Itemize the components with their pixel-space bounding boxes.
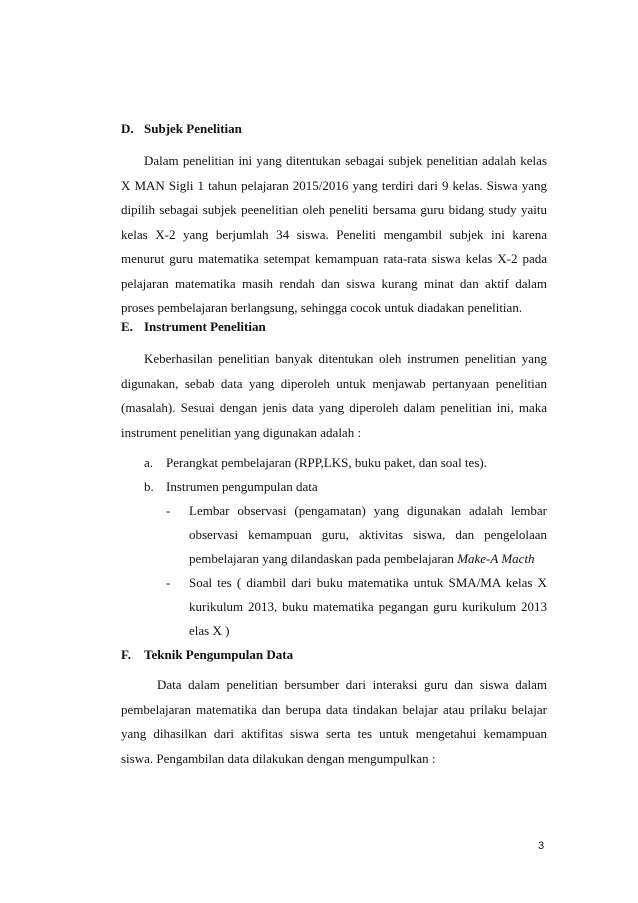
section-d-paragraph: Dalam penelitian ini yang ditentukan sebagai subjek penelitian adalah kelas X MAN Sigli 1 tahun pelajaran 2015/2016 yang terdiri dari 9 kelas. Siswa yang dipilih sebagai subjek peenelitian oleh peneliti bersama guru bidang study yaitu kelas X-2 yang berjumlah 34 siswa. Peneliti mengambil subjek ini karena menurut guru matematika setempat kemampuan rata-rata siswa kelas X-2 pada pelajaran matematika masih rendah dan siswa kurang minat dan aktif dalam proses pembelajaran berlangsung, sehingga cocok untuk diadakan penelitian. [121,153,547,315]
list-text-b: Instrumen pengumpulan data [166,479,318,494]
section-f-number: F. [121,647,131,662]
section-f-title: Teknik Pengumpulan Data [144,647,294,662]
list-marker-a: a. [144,455,154,470]
section-e-title: Instrument Penelitian [144,319,266,334]
sub-item-2-marker: - [166,575,171,590]
sub-item-1-line-2: observasi kemampuan guru, aktivitas siswa, dan pengelolaan [189,527,547,542]
section-e-number: E. [121,319,133,334]
section-d-title: Subjek Penelitian [144,121,242,136]
sub-item-1-marker: - [166,503,171,518]
list-text-a: Perangkat pembelajaran (RPP,LKS, buku paket, dan soal tes). [166,455,487,470]
list-item-a [144,455,487,471]
sub-item-2-line-1: Soal tes ( diambil dari buku matematika untuk SMA/MA kelas X [189,575,547,590]
sub-item-1-line-1: Lembar observasi (pengamatan) yang digunakan adalah lembar [189,503,547,518]
section-e-heading [121,319,266,335]
section-d-number: D. [121,121,134,136]
section-e-paragraph: Keberhasilan penelitian banyak ditentukan oleh instrumen penelitian yang digunakan, sebab data yang diperoleh untuk menjawab pertanyaan penelitian (masalah). Sesuai dengan jenis data yang diperoleh dalam penelitian ini, maka instrument penelitian yang digunakan adalah : [121,351,547,440]
section-d-heading [121,121,242,137]
list-item-b [144,479,318,495]
list-marker-b: b. [144,479,154,494]
sub-item-1-line-3-text: pembelajaran yang dilandaskan pada pembelajaran [189,551,454,566]
sub-item-1-italic-term: Make-A Macth [457,551,535,566]
section-f-paragraph: Data dalam penelitian bersumber dari interaksi guru dan siswa dalam pembelajaran matematika dan berupa data tindakan belajar atau prilaku belajar yang dihasilkan dari aktifitas siswa serta tes untuk mengetahui kemampuan siswa. Pengambilan data dilakukan dengan mengumpulkan : [121,677,547,766]
page-number: 3 [538,840,545,852]
section-f-heading [121,647,293,663]
sub-item-2-line-2: kurikulum 2013, buku matematika pegangan guru kurikulum 2013 [189,599,547,614]
sub-item-1-line-3 [189,551,547,567]
sub-item-2-line-3: elas X ) [189,623,230,638]
